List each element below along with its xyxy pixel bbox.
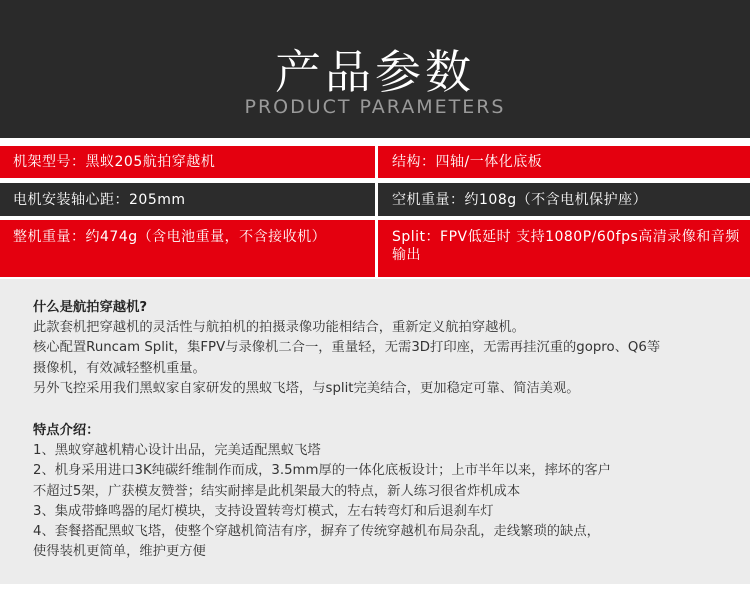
page-subtitle: PRODUCT PARAMETERS — [244, 96, 506, 118]
intro-line: 此款套机把穿越机的灵活性与航拍机的拍摄录像功能相结合，重新定义航拍穿越机。 — [33, 320, 525, 336]
param-motor-distance: 电机安装轴心距：205mm — [0, 183, 375, 216]
feature-line: 3、集成带蜂鸣器的尾灯模块，支持设置转弯灯模式，左右转弯灯和后退刹车灯 — [33, 503, 494, 519]
features-heading: 特点介绍： — [33, 423, 100, 439]
feature-line: 4、套餐搭配黑蚁飞塔，使整个穿越机简洁有序，摒弃了传统穿越机布局杂乱，走线繁琐的缺点， — [33, 524, 600, 540]
intro-line: 摄像机，有效减轻整机重量。 — [33, 360, 206, 376]
intro-line: 核心配置Runcam Split，集FPV与录像机二合一，重量轻，无需3D打印座，无需再挂沉重的gopro、Q6等 — [33, 340, 661, 356]
param-structure: 结构：四轴/一体化底板 — [378, 146, 750, 178]
param-split: Split：FPV低延时 支持1080P/60fps高清录像和音频输出 — [378, 220, 750, 277]
param-empty-weight: 空机重量：约108g（不含电机保护座） — [378, 183, 750, 216]
intro-heading: 什么是航拍穿越机? — [33, 300, 148, 315]
param-frame-model: 机架型号：黑蚁205航拍穿越机 — [0, 146, 375, 178]
feature-line: 2、机身采用进口3K纯碳纤维制作而成，3.5mm厚的一体化底板设计；上市半年以来，摔坏的客户 — [33, 463, 611, 479]
param-total-weight-bg — [0, 253, 375, 277]
feature-line: 1、黑蚁穿越机精心设计出品，完美适配黑蚁飞塔 — [33, 443, 321, 459]
header-banner — [0, 0, 750, 138]
feature-line: 使得装机更简单，维护更方便 — [33, 544, 206, 560]
description — [33, 298, 733, 562]
spacer — [33, 399, 733, 421]
bottom-strip — [0, 584, 750, 589]
param-total-weight: 整机重量：约474g（含电池重量，不含接收机） — [0, 220, 375, 253]
page-title: 产品参数 — [275, 45, 475, 99]
intro-line: 另外飞控采用我们黑蚁家自家研发的黑蚁飞塔，与split完美结合，更加稳定可靠、简洁美观。 — [33, 380, 580, 396]
feature-line: 不超过5架，广获模友赞誉；结实耐摔是此机架最大的特点，新人练习很省炸机成本 — [33, 483, 521, 499]
